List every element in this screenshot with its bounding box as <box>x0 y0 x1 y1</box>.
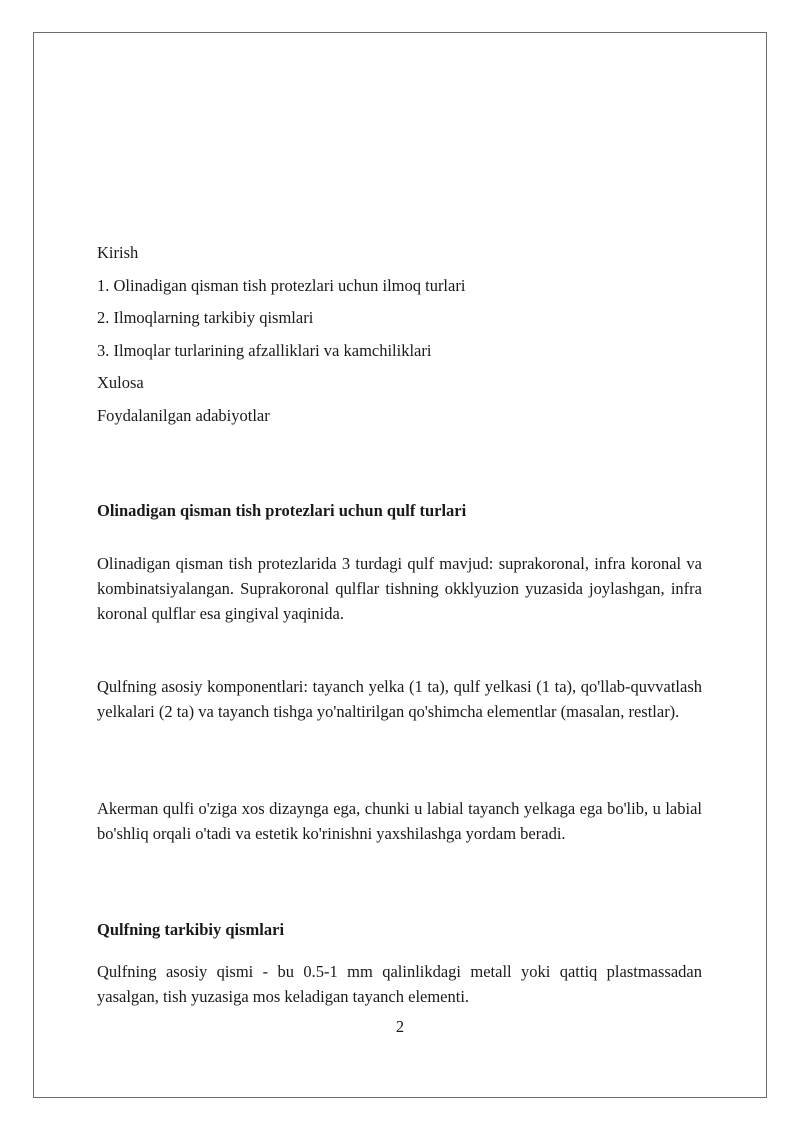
toc-item-2: 2. Ilmoqlarning tarkibiy qismlari <box>97 308 314 327</box>
section-heading-clasp-types: Olinadigan qisman tish protezlari uchun qulf turlari <box>97 501 467 520</box>
page-number: 2 <box>395 1017 405 1036</box>
paragraph-clasp-components: Qulfning asosiy komponentlari: tayanch yelka (1 ta), qulf yelkasi (1 ta), qo'llab-quvvatlash yelkalari (2 ta) va tayanch tishga yo'naltirilgan qo'shimcha elementlar (masalan, restlar). <box>97 677 702 721</box>
paragraph-akerman-clasp: Akerman qulfi o'ziga xos dizaynga ega, chunki u labial tayanch yelkaga ega bo'lib, u labial bo'shliq orqali o'tadi va estetik ko'rinishni yaxshilashga yordam beradi. <box>97 799 702 843</box>
section-heading-clasp-parts: Qulfning tarkibiy qismlari <box>97 920 285 939</box>
paragraph-clasp-types: Olinadigan qisman tish protezlarida 3 turdagi qulf mavjud: suprakoronal, infra koronal va kombinatsiyalangan. Suprakoronal qulflar tishning okklyuzion yuzasida joylashgan, infra koronal qulflar esa gingival yaqinida. <box>97 554 702 623</box>
toc-item-3: 3. Ilmoqlar turlarining afzalliklari va kamchiliklari <box>97 340 432 360</box>
paragraph-clasp-main-part: Qulfning asosiy qismi - bu 0.5-1 mm qalinlikdagi metall yoki qattiq plastmassadan yasalgan, tish yuzasiga mos keladigan tayanch elementi. <box>97 962 702 1006</box>
toc-item-references: Foydalanilgan adabiyotlar <box>97 405 270 425</box>
table-of-contents <box>97 241 702 436</box>
toc-item-intro: Kirish <box>97 243 139 262</box>
toc-item-conclusion: Xulosa <box>97 373 144 392</box>
toc-item-1: 1. Olinadigan qisman tish protezlari uchun ilmoq turlari <box>97 275 466 295</box>
